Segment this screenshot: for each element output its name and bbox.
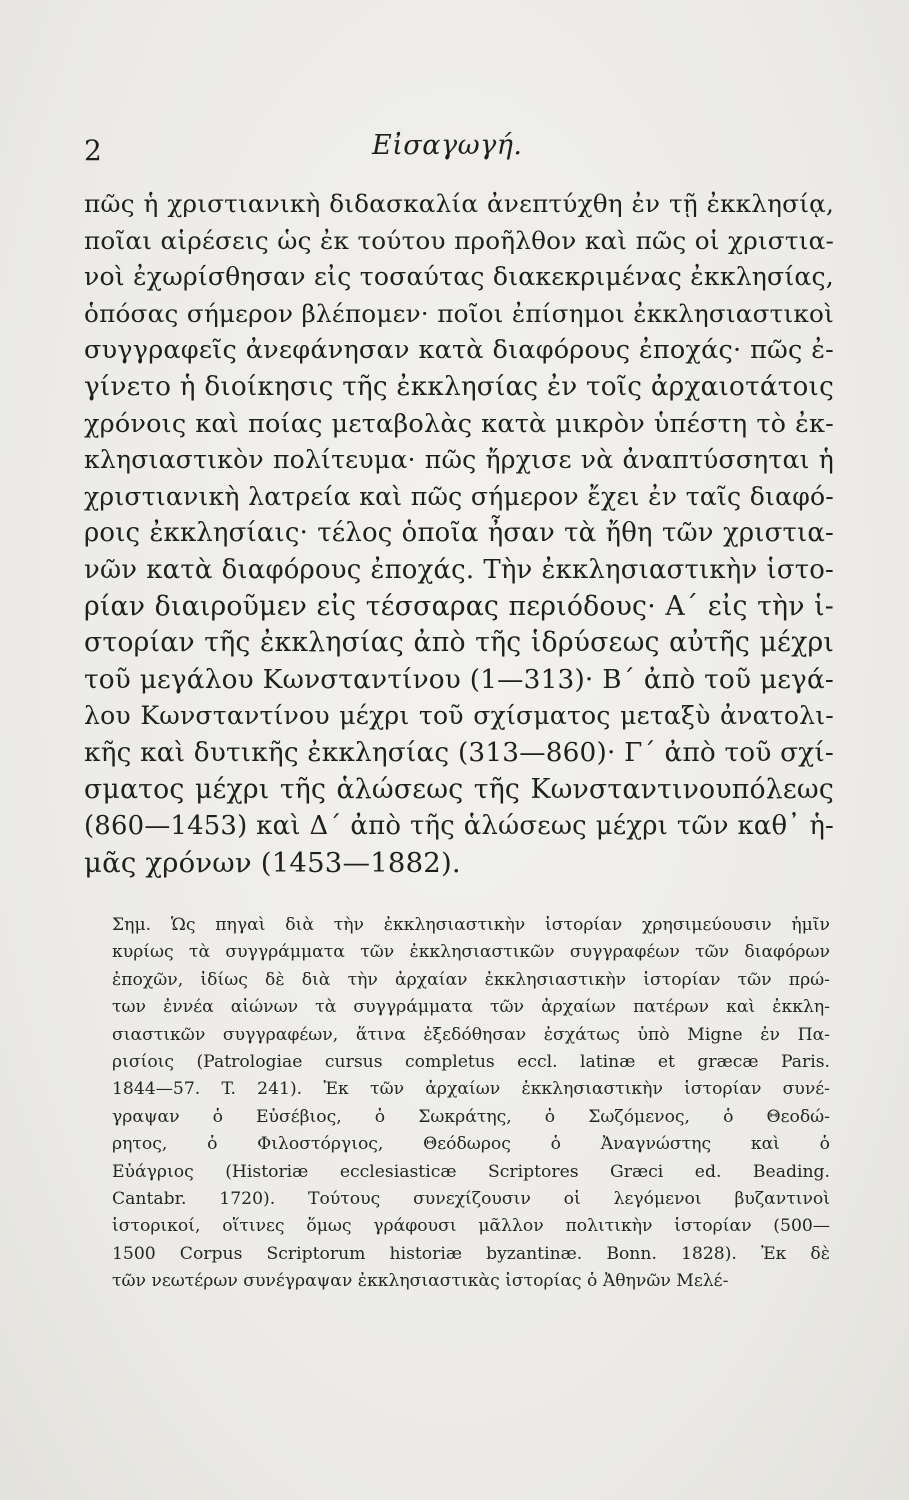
text-line: συγγραφεῖς ἀνεφάνησαν κατὰ διαφόρους ἐποχάς· πῶς ἐ-	[84, 335, 834, 366]
text-line: σματος μέχρι τῆς ἁλώσεως τῆς Κωνσταντινουπόλεως	[84, 773, 834, 805]
text-line: νῶν κατὰ διαφόρους ἐποχάς. Τὴν ἐκκλησιαστικὴν ἱστο-	[84, 554, 834, 585]
note-line: 1500 Corpus Scriptorum historiæ byzantinæ. Bonn. 1828). Ἐκ δὲ	[112, 1243, 830, 1264]
text-line: κλησιαστικὸν πολίτευμα· πῶς ἤρχισε νὰ ἀναπτύσσηται ἡ	[84, 445, 834, 475]
page-header	[84, 128, 844, 168]
text-line: ροις ἐκκλησίαις· τέλος ὁποῖα ἦσαν τὰ ἤθη τῶν χριστια-	[84, 518, 834, 549]
text-line: γίνετο ἡ διοίκησις τῆς ἐκκλησίας ἐν τοῖς ἀρχαιοτάτοις	[84, 371, 834, 402]
main-text	[84, 186, 834, 881]
note-line: 1844—57. T. 241). Ἐκ τῶν ἀρχαίων ἐκκλησιαστικὴν ἱστορίαν συνέ-	[112, 1079, 830, 1100]
text-line: κῆς καὶ δυτικῆς ἐκκλησίας (313—860)· Γ΄ ἀπὸ τοῦ σχί-	[84, 737, 834, 768]
running-title: Εἰσαγωγή.	[372, 130, 523, 161]
text-line: νοὶ ἐχωρίσθησαν εἰς τοσαύτας διακεκριμένας ἐκκλησίας,	[84, 262, 834, 292]
page-number: 2	[84, 134, 102, 167]
text-line: λου Κωνσταντίνου μέχρι τοῦ σχίσματος μεταξὺ ἀνατολι-	[84, 701, 834, 731]
footnote	[112, 912, 830, 1295]
note-line: των ἐννέα αἰώνων τὰ συγγράμματα τῶν ἀρχαίων πατέρων καὶ ἐκκλη-	[112, 997, 830, 1018]
note-line: ἐποχῶν, ἰδίως δὲ διὰ τὴν ἀρχαίαν ἐκκλησιαστικὴν ἱστορίαν τῶν πρώ-	[112, 969, 830, 990]
text-line: στορίαν τῆς ἐκκλησίας ἀπὸ τῆς ἱδρύσεως αὐτῆς μέχρι	[84, 627, 834, 659]
note-line: κυρίως τὰ συγγράμματα τῶν ἐκκλησιαστικῶν συγγραφέων τῶν διαφόρων	[112, 942, 830, 963]
note-line: Cantabr. 1720). Τούτους συνεχίζουσιν οἱ λεγόμενοι βυζαντινοὶ	[112, 1188, 830, 1209]
text-line: ὁπόσας σήμερον βλέπομεν· ποῖοι ἐπίσημοι ἐκκλησιαστικοὶ	[84, 298, 834, 328]
text-line: χρόνοις καὶ ποίας μεταβολὰς κατὰ μικρὸν ὑπέστη τὸ ἐκ-	[84, 408, 834, 439]
note-line: τῶν νεωτέρων συνέγραψαν ἐκκλησιαστικὰς ἱστορίας ὁ Ἀθηνῶν Μελέ-	[112, 1271, 729, 1292]
note-line: ρητος, ὁ Φιλοστόργιος, Θεόδωρος ὁ Ἀναγνώστης καὶ ὁ	[112, 1134, 830, 1155]
note-line: ἱστορικοί, οἵτινες ὅμως γράφουσι μᾶλλον πολιτικὴν ἱστορίαν (500—	[112, 1216, 830, 1237]
text-line: ρίαν διαιροῦμεν εἰς τέσσαρας περιόδους· Α΄ εἰς τὴν ἱ-	[84, 590, 834, 622]
note-line: Σημ. Ὡς πηγαὶ διὰ τὴν ἐκκλησιαστικὴν ἱστορίαν χρησιμεύουσιν ἡμῖν	[112, 915, 830, 935]
note-line: σιαστικῶν συγγραφέων, ἅτινα ἐξεδόθησαν ἐσχάτως ὑπὸ Migne ἐν Πα-	[112, 1024, 830, 1045]
text-line: πῶς ἡ χριστιανικὴ διδασκαλία ἀνεπτύχθη ἐν τῇ ἐκκλησίᾳ,	[84, 189, 834, 218]
text-line: τοῦ μεγάλου Κωνσταντίνου (1—313)· Β΄ ἀπὸ τοῦ μεγά-	[84, 664, 834, 695]
text-line: χριστιανικὴ λατρεία καὶ πῶς σήμερον ἔχει ἐν ταῖς διαφό-	[84, 481, 834, 511]
note-line: γραψαν ὁ Εὐσέβιος, ὁ Σωκράτης, ὁ Σωζόμενος, ὁ Θεοδώ-	[112, 1106, 830, 1127]
text-line: ποῖαι αἱρέσεις ὡς ἐκ τούτου προῆλθον καὶ πῶς οἱ χριστια-	[84, 225, 834, 255]
note-line: Εὐάγριος (Historiæ ecclesiasticæ Scriptores Græci ed. Beading.	[112, 1161, 830, 1182]
note-line: ρισίοις (Patrologiae cursus completus eccl. latinæ et græcæ Paris.	[112, 1051, 830, 1072]
text-line: (860—1453) καὶ Δ΄ ἀπὸ τῆς ἁλώσεως μέχρι τῶν καθ᾽ ἡ-	[84, 811, 834, 842]
text-line: μᾶς χρόνων (1453—1882).	[84, 846, 461, 879]
